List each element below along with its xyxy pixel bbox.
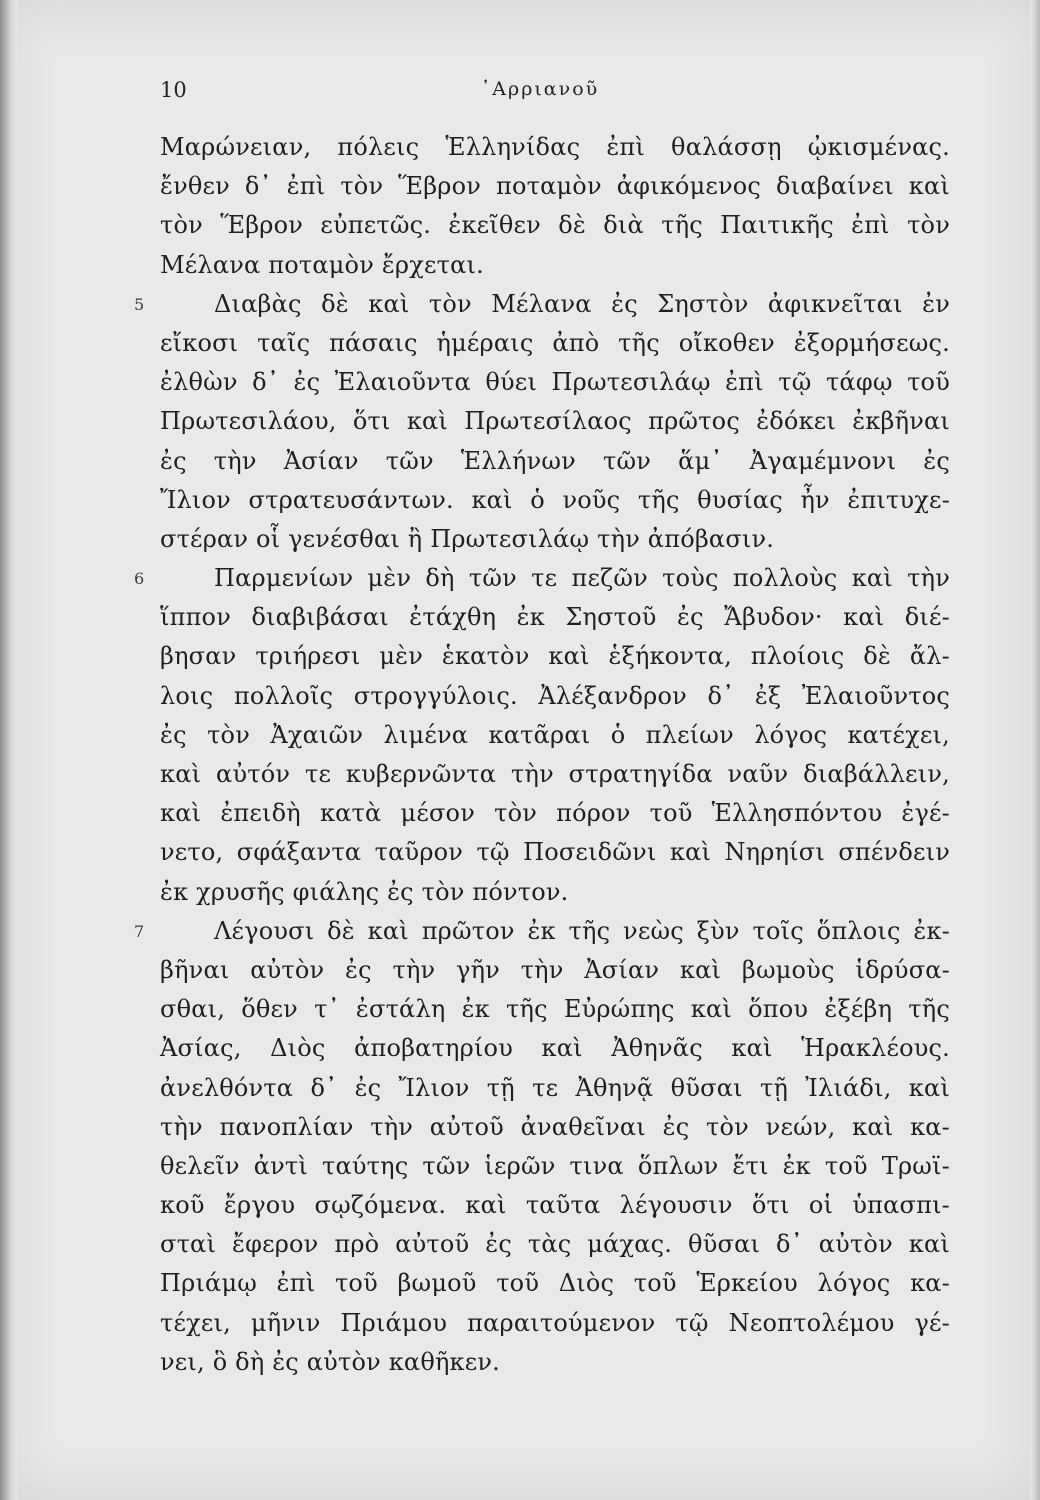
line-text: ἔνθεν δ᾿ ἐπὶ τὸν Ἕβρον ποταμὸν ἀφικόμενος διαβαίνει καὶ (160, 172, 950, 201)
line-text: Διαβὰς δὲ καὶ τὸν Μέλανα ἐς Σηστὸν ἀφικνεῖται ἐν (214, 289, 950, 318)
text-line (160, 1029, 950, 1068)
line-text: ἐλθὼν δ᾿ ἐς Ἐλαιοῦντα θύει Πρωτεσιλάῳ ἐπὶ τῷ τάφῳ τοῦ (160, 368, 950, 397)
text-line (160, 1225, 950, 1264)
line-text: σθαι, ὅθεν τ᾿ ἐστάλη ἐκ τῆς Εὐρώπης καὶ ὅπου ἐξέβη τῆς (160, 995, 950, 1024)
text-line (160, 363, 950, 402)
text-line (160, 1264, 950, 1303)
line-text: τέχει, μῆνιν Πριάμου παραιτούμενον τῷ Νεοπτολέμου γέ- (160, 1308, 950, 1337)
line-text: νει, ὃ δὴ ἐς αὐτὸν καθῆκεν. (160, 1347, 501, 1376)
line-text: λοις πολλοῖς στρογγύλοις. Ἀλέξανδρον δ᾿ ἐξ Ἐλαιοῦντος (160, 681, 950, 710)
text-line (134, 912, 950, 951)
line-text: θελεῖν ἀντὶ ταύτης τῶν ἱερῶν τινα ὅπλων ἔτι ἐκ τοῦ Τρωϊ- (160, 1151, 950, 1180)
line-text: Πριάμῳ ἐπὶ τοῦ βωμοῦ τοῦ Διὸς τοῦ Ἑρκείου λόγος κα- (160, 1269, 950, 1298)
line-text: Ἀσίας, Διὸς ἀποβατηρίου καὶ Ἀθηνᾶς καὶ Ἡρακλέους. (160, 1034, 950, 1063)
line-text: τὸν Ἕβρον εὐπετῶς. ἐκεῖθεν δὲ διὰ τῆς Παιτικῆς ἐπὶ τὸν (160, 211, 950, 240)
line-text: Μέλανα ποταμὸν ἔρχεται. (160, 250, 484, 279)
text-line (160, 833, 950, 872)
line-text: ἀνελθόντα δ᾿ ἐς Ἴλιον τῇ τε Ἀθηνᾷ θῦσαι τῇ Ἰλιάδι, καὶ (160, 1073, 950, 1102)
text-line (160, 1343, 950, 1382)
text-line (160, 324, 950, 363)
text-line (160, 637, 950, 676)
line-text: βῆναι αὐτὸν ἐς τὴν γῆν τὴν Ἀσίαν καὶ βωμοὺς ἱδρύσα- (160, 955, 950, 984)
text-line (160, 1069, 950, 1108)
line-text: κοῦ ἔργου σῳζόμενα. καὶ ταῦτα λέγουσιν ὅτι οἱ ὑπασπι- (160, 1191, 950, 1220)
text-line (160, 1186, 950, 1225)
text-line (160, 1304, 950, 1343)
page-number: 10 (160, 78, 187, 102)
line-text: Ἴλιον στρατευσάντων. καὶ ὁ νοῦς τῆς θυσίας ἦν ἐπιτυχε- (160, 485, 950, 514)
line-text: Λέγουσι δὲ καὶ πρῶτον ἐκ τῆς νεὼς ξὺν τοῖς ὅπλοις ἐκ- (214, 916, 950, 945)
line-text: ἵππον διαβιβάσαι ἐτάχθη ἐκ Σηστοῦ ἐς Ἄβυδον· καὶ διέ- (160, 603, 950, 632)
page-header (160, 78, 950, 108)
line-text: ἐκ χρυσῆς φιάλης ἐς τὸν πόντον. (160, 877, 569, 906)
line-text: στέραν οἷ γενέσθαι ἢ Πρωτεσιλάῳ τὴν ἀπόβασιν. (160, 524, 775, 553)
page-edge-shadow (1030, 0, 1040, 1500)
text-line (160, 520, 950, 559)
text-line (160, 1147, 950, 1186)
text-line (160, 677, 950, 716)
line-text: εἴκοσι ταῖς πάσαις ἡμέραις ἀπὸ τῆς οἴκοθεν ἐξορμήσεως. (160, 328, 950, 357)
text-line (160, 598, 950, 637)
line-text: βησαν τριήρεσι μὲν ἑκατὸν καὶ ἑξήκοντα, πλοίοις δὲ ἄλ- (160, 642, 950, 671)
text-line (160, 167, 950, 206)
text-line (160, 442, 950, 481)
text-line (134, 559, 950, 598)
section-number: 6 (134, 569, 145, 589)
text-line (160, 1108, 950, 1147)
section-number: 7 (134, 921, 145, 941)
text-line (134, 285, 950, 324)
line-text: καὶ αὐτόν τε κυβερνῶντα τὴν στρατηγίδα ναῦν διαβάλλειν, (160, 760, 950, 788)
text-line (160, 873, 950, 912)
line-text: ἐς τὴν Ἀσίαν τῶν Ἑλλήνων τῶν ἅμ᾿ Ἀγαμέμνονι ἐς (160, 446, 950, 475)
line-text: Πρωτεσιλάου, ὅτι καὶ Πρωτεσίλαος πρῶτος ἐδόκει ἐκβῆναι (160, 407, 950, 436)
line-text: τὴν πανοπλίαν τὴν αὐτοῦ ἀναθεῖναι ἐς τὸν νεών, καὶ κα- (160, 1112, 950, 1141)
line-text: Μαρώνειαν, πόλεις Ἑλληνίδας ἐπὶ θαλάσσῃ ᾠκισμένας. (160, 133, 950, 161)
body-text (134, 128, 950, 1382)
line-text: νετο, σφάξαντα ταῦρον τῷ Ποσειδῶνι καὶ Νηρηίσι σπένδειν (160, 838, 950, 867)
line-text: ἐς τὸν Ἀχαιῶν λιμένα κατᾶραι ὁ πλείων λόγος κατέχει, (160, 720, 950, 749)
text-line (160, 794, 950, 833)
text-line (160, 481, 950, 520)
text-line (160, 246, 950, 285)
section-number: 5 (134, 294, 145, 314)
text-line (160, 402, 950, 441)
text-line (160, 716, 950, 755)
text-line (160, 755, 950, 794)
text-line (160, 990, 950, 1029)
text-line (160, 128, 950, 167)
page-gutter-shadow (0, 0, 18, 1500)
line-text: Παρμενίων μὲν δὴ τῶν τε πεζῶν τοὺς πολλοὺς καὶ τὴν (214, 564, 950, 593)
line-text: σταὶ ἔφερον πρὸ αὐτοῦ ἐς τὰς μάχας. θῦσαι δ᾿ αὐτὸν καὶ (160, 1230, 950, 1259)
running-title: ᾿Αρριανοῦ (480, 78, 600, 100)
text-line (160, 951, 950, 990)
line-text: καὶ ἐπειδὴ κατὰ μέσον τὸν πόρον τοῦ Ἑλλησπόντου ἐγέ- (160, 799, 950, 828)
text-line (160, 206, 950, 245)
